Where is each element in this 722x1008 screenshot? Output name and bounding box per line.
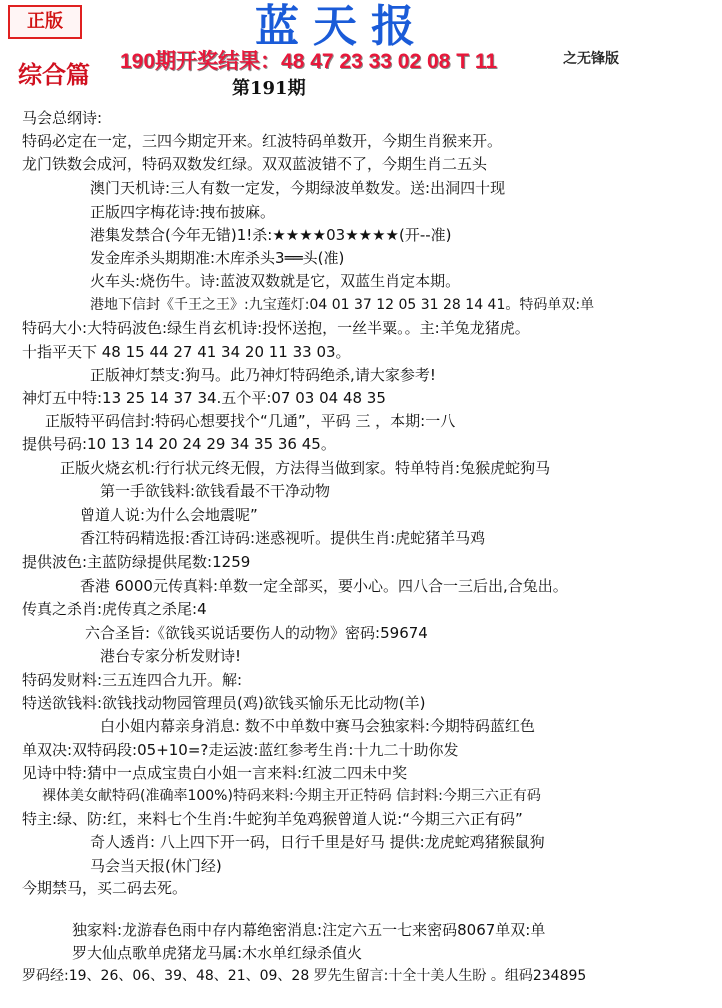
text-line: 特码大小:大特码波色:绿生肖玄机诗:投怀送抱，一丝半粟。。主:羊兔龙猪虎。 — [22, 319, 530, 337]
text-line: 奇人透肖: 八上四下开一码，日行千里是好马 提供:龙虎蛇鸡猪猴鼠狗 — [90, 833, 545, 851]
text-line: 提供波色:主蓝防绿提供尾数:1259 — [22, 553, 251, 571]
text-line: 正版四字梅花诗:拽布披麻。 — [90, 203, 276, 221]
edition-badge: 正版 — [8, 5, 82, 39]
text-line: 龙门铁数会成河，特码双数发红绿。双双蓝波错不了，今期生肖二五头 — [22, 155, 488, 173]
edition-label: 之无锋版 — [563, 51, 619, 67]
text-line: 罗大仙点歌单虎猪龙马属:木水单红绿杀值火 — [72, 944, 363, 962]
text-line: 香港 6000元传真料:单数一定全部买，要小心。四八合一三后出,合兔出。 — [80, 577, 568, 595]
text-line: 正版火烧玄机:行行状元终无假，方法得当做到家。特单特肖:兔猴虎蛇狗马 — [60, 459, 551, 477]
text-line: 裸体美女献特码(准确率100%)特码来料:今期主开正特码 信封料:今期三六正有码 — [42, 788, 541, 804]
text-line: 曾道人说:为什么会地震呢” — [80, 506, 258, 524]
newspaper-title: 蓝天报 — [255, 1, 429, 52]
text-line: 马会总纲诗: — [22, 109, 103, 127]
text-line: 今期禁马，买二码去死。 — [22, 879, 188, 897]
text-line: 见诗中特:猜中一点成宝贵白小姐一言来料:红波二四未中奖 — [22, 764, 408, 782]
issue-number: 第191期 — [232, 78, 306, 99]
text-line: 火车头:烧伤牛。诗:蓝波双数就是它，双蓝生肖定本期。 — [90, 272, 461, 290]
text-line: 独家料:龙游春色雨中存内幕绝密消息:注定六五一七来密码8067单双:单 — [72, 921, 546, 939]
text-line: 马会当天报(休门经) — [90, 857, 222, 875]
text-line: 六合圣旨:《欲钱买说话要伤人的动物》密码:59674 — [85, 624, 428, 642]
text-line: 神灯五中特:13 25 14 37 34.五个平:07 03 04 48 35 — [22, 389, 386, 407]
text-line: 澳门天机诗:三人有数一定发，今期绿波单数发。送:出洞四十现 — [90, 179, 506, 197]
text-line: 单双决:双特码段:05+10=?走运波:蓝红参考生肖:十九二十助你发 — [22, 741, 459, 759]
text-line: 特主:绿、防:红，来料七个生肖:牛蛇狗羊兔鸡猴曾道人说:“今期三六正有码” — [22, 810, 523, 828]
text-line: 第一手欲钱料:欲钱看最不干净动物 — [100, 482, 331, 500]
text-line: 正版特平码信封:特码心想要找个“几通”，平码 三 ，本期:一八 — [45, 412, 456, 430]
text-line: 港台专家分析发财诗! — [100, 647, 242, 665]
text-line: 白小姐内幕亲身消息: 数不中单数中赛马会独家料:今期特码蓝红色 — [100, 717, 535, 735]
text-line: 提供号码:10 13 14 20 24 29 34 35 36 45。 — [22, 435, 336, 453]
draw-result-banner: 190期开奖结果：48 47 23 33 02 08 T 11 — [120, 50, 498, 73]
text-line: 特送欲钱料:欲钱找动物园管理员(鸡)欲钱买愉乐无比动物(羊) — [22, 694, 426, 712]
text-line: 十指平天下 48 15 44 27 41 34 20 11 33 03。 — [22, 343, 351, 361]
text-line: 香江特码精选报:香江诗码:迷惑视听。提供生肖:虎蛇猪羊马鸡 — [80, 529, 486, 547]
text-line: 正版神灯禁支:狗马。此乃神灯特码绝杀,请大家参考! — [90, 366, 436, 384]
text-line: 罗码经:19、26、06、39、48、21、09、28 罗先生留言:十全十美人生盼 。组码234895 — [22, 968, 587, 984]
text-line: 特码发财料:三五连四合九开。解: — [22, 671, 243, 689]
text-line: 港集发禁合(今年无错)1!杀:★★★★03★★★★(开--准) — [90, 226, 452, 244]
section-title: 综合篇 — [18, 60, 90, 89]
text-line: 港地下信封《千王之王》:九宝莲灯:04 01 37 12 05 31 28 14 41。特码单双:单 — [90, 297, 595, 313]
text-line: 发金库杀头期期准:木库杀头3══头(准) — [90, 249, 345, 267]
text-line: 传真之杀肖:虎传真之杀尾:4 — [22, 600, 207, 618]
text-line: 特码必定在一定，三四今期定开来。红波特码单数开，今期生肖猴来开。 — [22, 132, 503, 150]
